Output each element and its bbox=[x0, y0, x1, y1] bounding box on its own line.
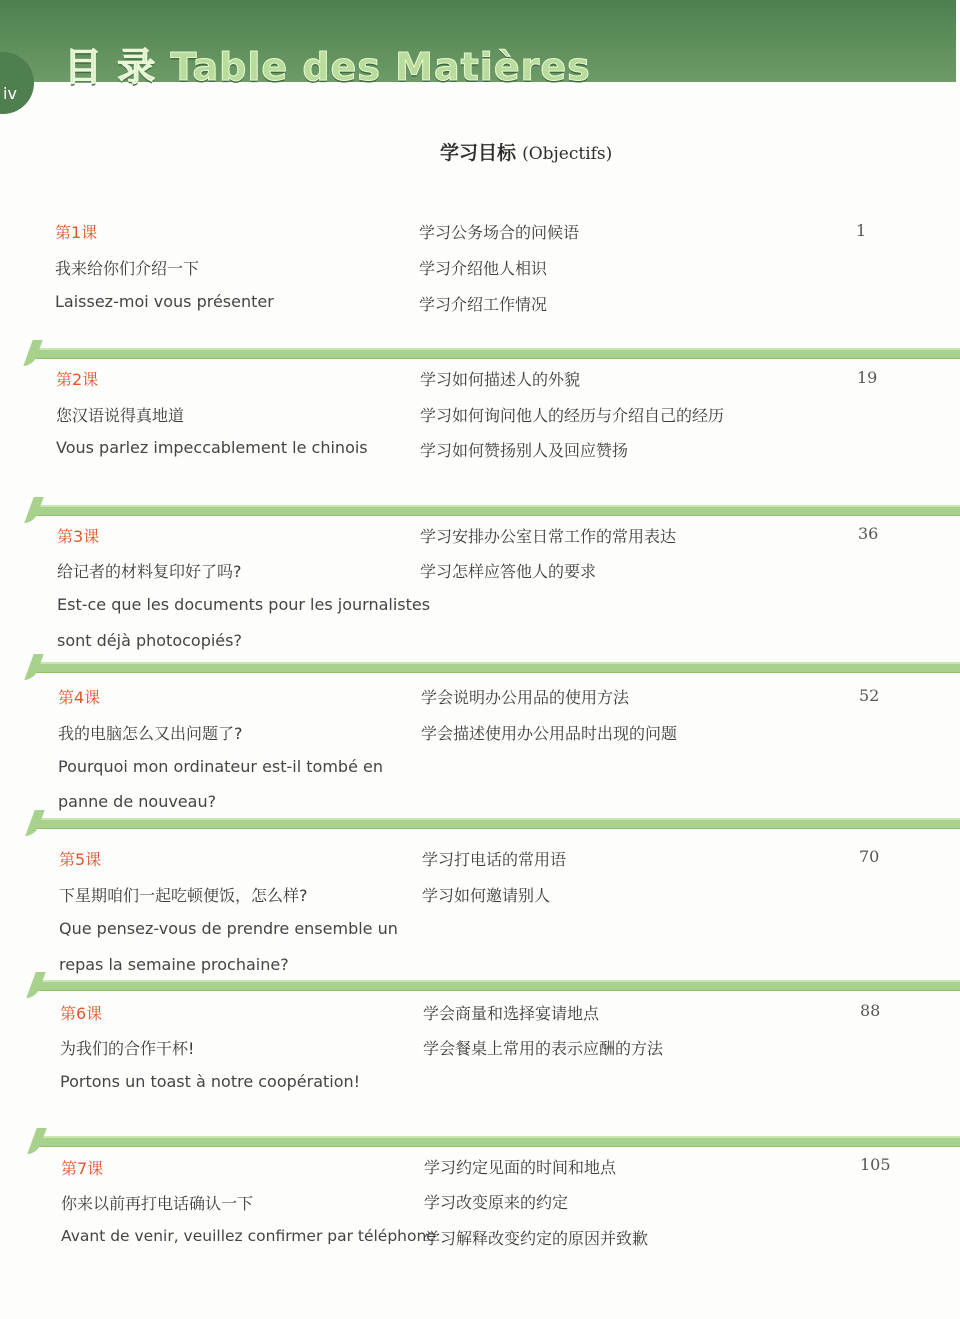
lesson-title-cn: 我的电脑怎么又出问题了? bbox=[58, 724, 243, 743]
page-ref: 19 bbox=[857, 368, 878, 387]
separator bbox=[34, 818, 960, 829]
lesson-title-fr: Vous parlez impeccablement le chinois bbox=[56, 438, 368, 457]
lesson-title-cn: 我来给你们介绍一下 bbox=[55, 259, 200, 278]
lesson-title-fr: panne de nouveau? bbox=[58, 792, 217, 811]
lesson-number: 第3课 bbox=[57, 527, 100, 546]
page-ref: 70 bbox=[859, 847, 880, 866]
lesson-title-cn: 下星期咱们一起吃顿便饭，怎么样? bbox=[59, 886, 308, 905]
objectives-heading-fr: (Objectifs) bbox=[522, 144, 613, 164]
lesson-number: 第6课 bbox=[60, 1004, 103, 1023]
page-ref: 52 bbox=[859, 686, 880, 705]
objective: 学习改变原来的约定 bbox=[424, 1193, 569, 1212]
page-ref: 1 bbox=[856, 221, 867, 240]
objective: 学会说明办公用品的使用方法 bbox=[421, 688, 630, 707]
page-ref: 88 bbox=[860, 1001, 881, 1020]
lesson-title-fr: Est-ce que les documents pour les journalistes bbox=[57, 595, 431, 614]
lesson-title-fr: Portons un toast à notre coopération! bbox=[60, 1072, 361, 1091]
objective: 学会商量和选择宴请地点 bbox=[423, 1004, 600, 1023]
lesson-title-fr: Que pensez-vous de prendre ensemble un bbox=[59, 919, 398, 938]
objective: 学习如何询问他人的经历与介绍自己的经历 bbox=[420, 406, 725, 425]
lesson-title-cn: 给记者的材料复印好了吗? bbox=[57, 562, 242, 581]
objective: 学习介绍他人相识 bbox=[419, 259, 548, 278]
objective: 学习公务场合的问候语 bbox=[419, 223, 580, 242]
page-ref: 36 bbox=[858, 524, 879, 543]
objective: 学习解释改变约定的原因并致歉 bbox=[424, 1229, 649, 1248]
lesson-title-fr: Laissez-moi vous présenter bbox=[55, 292, 274, 311]
objective: 学习安排办公室日常工作的常用表达 bbox=[420, 527, 677, 546]
objective: 学习如何邀请别人 bbox=[422, 886, 551, 905]
lesson-number: 第1课 bbox=[55, 223, 98, 242]
separator bbox=[33, 662, 960, 673]
lesson-number: 第5课 bbox=[59, 850, 102, 869]
lesson-title-cn: 您汉语说得真地道 bbox=[56, 406, 185, 425]
objective: 学习怎样应答他人的要求 bbox=[420, 562, 597, 581]
separator bbox=[35, 980, 960, 991]
separator bbox=[32, 348, 960, 359]
objectives-heading bbox=[440, 138, 612, 165]
lesson-title-cn: 你来以前再打电话确认一下 bbox=[61, 1194, 254, 1213]
objective: 学会餐桌上常用的表示应酬的方法 bbox=[423, 1039, 664, 1058]
objective: 学习介绍工作情况 bbox=[419, 295, 548, 314]
lesson-number: 第4课 bbox=[58, 688, 101, 707]
lesson-title-cn: 为我们的合作干杯! bbox=[60, 1039, 195, 1058]
page-ref: 105 bbox=[860, 1155, 891, 1174]
separator bbox=[33, 505, 960, 516]
lesson-title-fr: Avant de venir, veuillez confirmer par téléphone bbox=[61, 1227, 436, 1245]
objective: 学习如何赞扬别人及回应赞扬 bbox=[420, 441, 629, 460]
lesson-number: 第2课 bbox=[56, 370, 99, 389]
separator bbox=[36, 1136, 960, 1147]
page-title: 目 录 Table des Matières bbox=[64, 45, 591, 89]
objective: 学习打电话的常用语 bbox=[422, 850, 567, 869]
objective: 学习约定见面的时间和地点 bbox=[424, 1158, 617, 1177]
lesson-title-fr: repas la semaine prochaine? bbox=[59, 955, 289, 974]
lesson-number: 第7课 bbox=[61, 1159, 104, 1178]
page-number: iv bbox=[3, 84, 17, 103]
lesson-title-fr: sont déjà photocopiés? bbox=[57, 631, 242, 650]
lesson-title-fr: Pourquoi mon ordinateur est-il tombé en bbox=[58, 757, 383, 776]
objective: 学习如何描述人的外貌 bbox=[420, 370, 581, 389]
objectives-heading-cn: 学习目标 bbox=[440, 142, 517, 164]
objective: 学会描述使用办公用品时出现的问题 bbox=[421, 724, 678, 743]
